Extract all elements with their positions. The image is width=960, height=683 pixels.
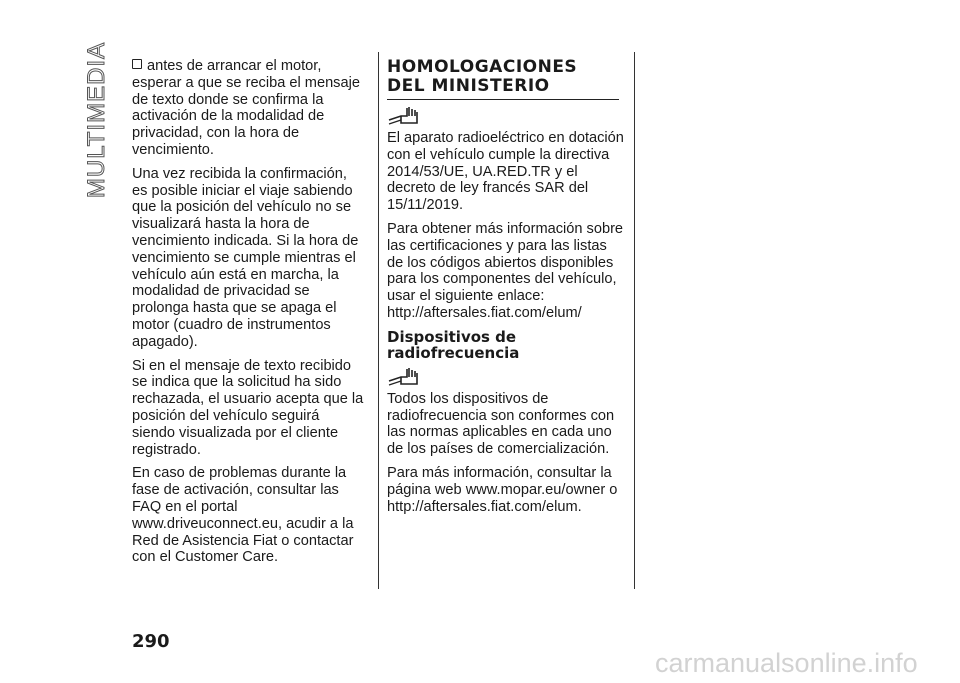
paragraph: antes de arrancar el motor, esperar a que se reciba el mensaje de texto donde se confirma la activación de la modalidad de privacidad, con la hora de vencimiento. [132,58,360,158]
right-column [387,58,627,522]
side-tab [80,41,114,199]
paragraph: Para más información, consultar la página web www.mopar.eu/owner o http://aftersales.fiat.com/elum. [387,464,618,515]
watermark: carmanualsonline.info [655,648,918,678]
column-divider-right [634,52,635,589]
section-title: HOMOLOGACIONES DEL MINISTERIO [387,58,619,100]
hand-pointer-icon [387,104,427,126]
side-tab-label: MULTIMEDIA [83,41,111,199]
paragraph: Si en el mensaje de texto recibido se indica que la solicitud ha sido rechazada, el usuario acepta que la posición del vehículo seguirá siendo visualizada por el cliente registrado. [132,357,364,458]
column-divider-left [378,52,379,589]
page-number: 290 [132,631,170,652]
paragraph: Todos los dispositivos de radiofrecuencia son conformes con las normas aplicables en cada uno de los países de comercialización. [387,390,615,458]
hand-pointer-icon [387,365,427,387]
left-column [132,58,364,573]
subsection-title: Dispositivos de radiofrecuencia [387,327,520,362]
paragraph: Para obtener más información sobre las certificaciones y para las listas de los códigos abiertos disponibles para los componentes del vehículo, usar el siguiente enlace: http://aftersales.fiat.com/elum/ [387,220,624,321]
paragraph: En caso de problemas durante la fase de activación, consultar las FAQ en el portal www.driveuconnect.eu, acudir a la Red de Asistencia Fiat o contactar con el Customer Care. [132,465,354,566]
paragraph: El aparato radioeléctrico en dotación con el vehículo cumple la directiva 2014/53/UE, UA.RED.TR y el decreto de ley francés SAR del 15/11/2019. [387,130,624,214]
paragraph: Una vez recibida la confirmación, es posible iniciar el viaje sabiendo que la posición del vehículo no se visualizará hasta la hora de vencimiento indicada. Si la hora de vencimiento se cumple mientras el vehículo aún está en marcha, la modalidad de privacidad se prolonga hasta que se apaga el motor (cuadro de instrumentos apagado). [132,165,359,350]
bullet-square-icon [132,59,142,69]
